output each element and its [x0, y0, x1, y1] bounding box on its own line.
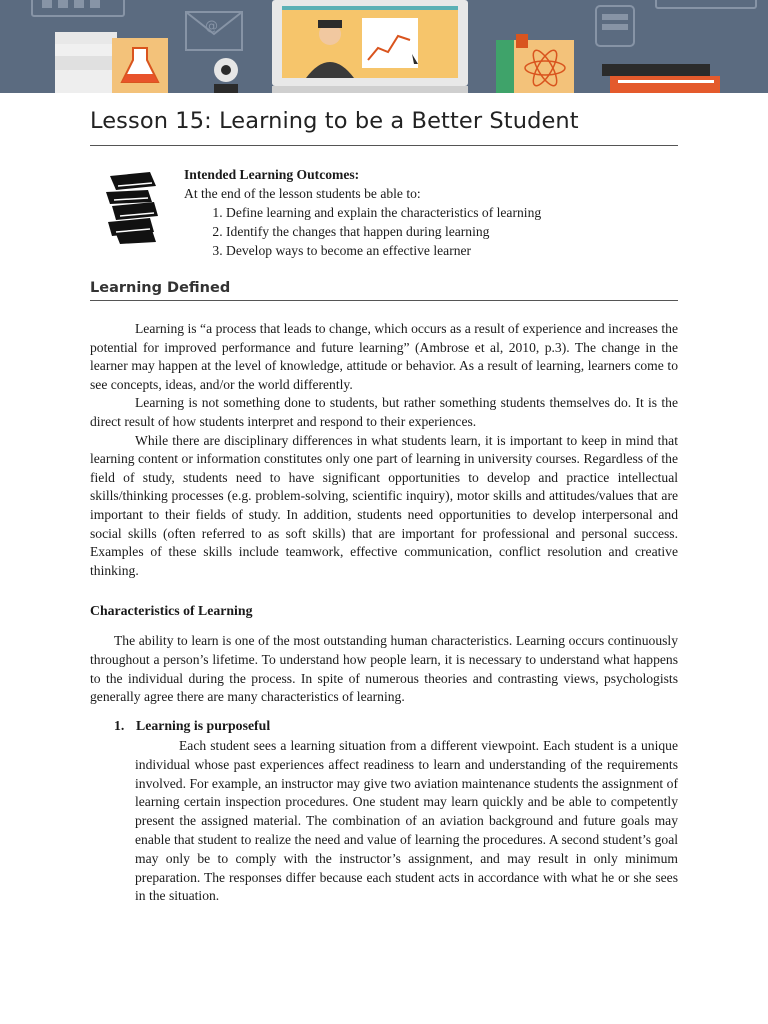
header-banner: [0, 0, 768, 93]
learning-outcomes: [184, 165, 664, 260]
webcam-icon: [214, 58, 238, 93]
svg-text:@: @: [205, 19, 218, 34]
outcomes-list: [184, 203, 664, 260]
outcomes-intro: At the end of the lesson students be able to:: [184, 186, 421, 201]
characteristics-intro: The ability to learn is one of the most outstanding human characteristics. Learning occurs continuously throughout a person’s lifetime. To understand how people learn, it is necessary to understand what happens to the individual during the process. In spite of numerous theories and contrasting views, psychologists generally agree there are many characteristics of learning.: [90, 633, 678, 705]
outcomes-heading: Intended Learning Outcomes:: [184, 167, 360, 182]
characteristic-item-text: Each student sees a learning situation from a different viewpoint. Each student is a unique individual whose past experiences affect readiness to learn and understanding of the requirements involved. For example, an instructor may give two aviation maintenance students the assignment of learning certain inspection procedures. One student may learn quickly and be able to competently present the assigned material. The combination of an aviation background and future goals may enable that student to realize the need and value of learning the procedures. A second student’s goal may only be to comply with the instructor’s assignment, and may result in only minimum preparation. The responses differ because each student acts in accordance with what he or she sees in the situation.: [135, 738, 678, 904]
tablet-icon: [596, 6, 634, 46]
characteristic-item-heading: [114, 718, 270, 734]
paragraph: Learning is not something done to students, but rather something students themselves do. It is the direct result of how students interpret and respond to their experiences.: [90, 395, 678, 429]
section-title-learning-defined: Learning Defined: [90, 280, 231, 296]
title-divider: [90, 145, 678, 146]
envelope-icon: [186, 12, 242, 50]
characteristics-heading: Characteristics of Learning: [90, 603, 253, 618]
item-title: Learning is purposeful: [136, 718, 271, 733]
atom-book-icon: [496, 34, 574, 93]
section-divider: [90, 300, 678, 301]
paragraph: Learning is “a process that leads to change, which occurs as a result of experience and increases the potential for improved performance and future learning” (Ambrose et al, 2010, p.3). The change in the learner may happen at the level of knowledge, attitude or behavior. As a result of learning, learners come to see concepts, ideas, and/or the world differently.: [90, 321, 678, 392]
outcome-item: 2. Identify the changes that happen during learning: [226, 222, 664, 241]
monitor-icon: [272, 0, 468, 93]
books-stack-icon: [55, 32, 117, 93]
learning-defined-body: [90, 320, 678, 580]
item-number: 1.: [114, 718, 125, 733]
lesson-title: Lesson 15: Learning to be a Better Student: [90, 108, 579, 134]
books-right-icon: [602, 64, 720, 93]
paragraph: While there are disciplinary differences in what students learn, it is important to keep in mind that learning content or information constitutes only one part of learning in university courses. Regardless of the field of study, students need to have significant opportunities to develop and practice intellectual skills/thinking processes (e.g. problem-solving, scientific inquiry), motor skills and attitudes/values that are important to their fields of study. In addition, students need opportunities to develop interpersonal and social skills (often referred to as soft skills) that are important for professional and personal success. Examples of these skills include teamwork, effective communication, conflict resolution and creative thinking.: [90, 432, 678, 578]
flask-icon: [112, 38, 168, 93]
keyboard-icon: [32, 0, 124, 16]
books-icon: [102, 172, 162, 244]
keyboard-right-icon: [656, 0, 756, 8]
outcome-item: 3. Develop ways to become an effective learner: [226, 241, 664, 260]
outcome-item: 1. Define learning and explain the characteristics of learning: [226, 203, 664, 222]
